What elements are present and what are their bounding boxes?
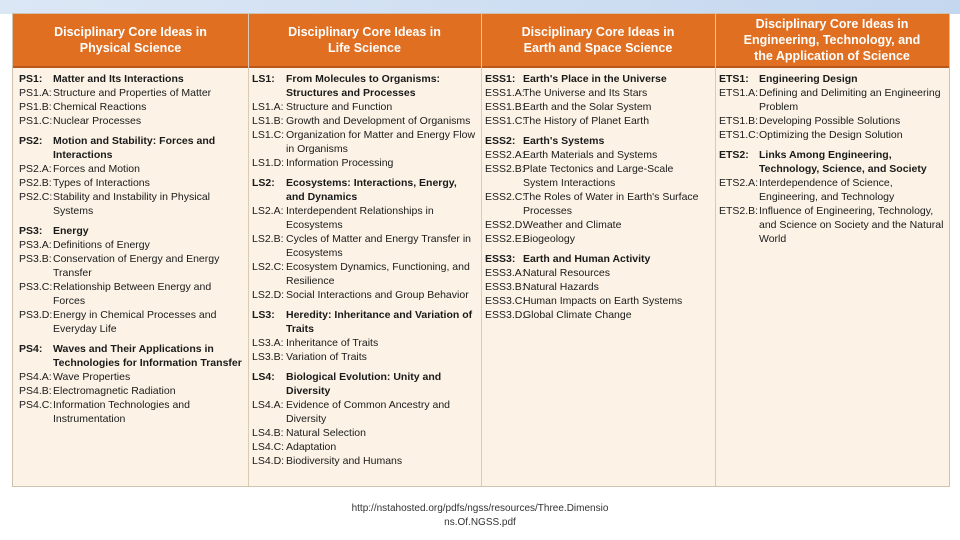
item-code: ESS2.C: <box>485 191 526 203</box>
group-title <box>19 72 245 86</box>
item-text: Variation of Traits <box>286 351 367 363</box>
column-physical-science <box>19 72 245 432</box>
dci-item <box>485 114 711 128</box>
dci-group <box>252 176 478 302</box>
item-code: ESS2.B: <box>485 163 525 175</box>
item-code: LS1.D: <box>252 157 285 169</box>
group-title-text: Heredity: Inheritance and Variation of Traits <box>286 309 473 335</box>
item-text: Growth and Development of Organisms <box>286 115 471 127</box>
item-code: PS4.C: <box>19 399 53 411</box>
item-code: PS3.D: <box>19 309 53 321</box>
item-text: Chemical Reactions <box>53 101 147 113</box>
item-text: Information Technologies and Instrumentation <box>53 399 190 425</box>
item-code: PS4.A: <box>19 371 52 383</box>
dci-group <box>252 308 478 364</box>
item-text: Energy in Chemical Processes and Everyday Life <box>53 309 217 335</box>
item-text: Natural Hazards <box>523 281 599 293</box>
group-code: LS1: <box>252 73 275 85</box>
dci-item <box>19 114 245 128</box>
group-title-text: Earth's Place in the Universe <box>523 73 667 85</box>
item-code: PS2.B: <box>19 177 52 189</box>
item-code: LS4.C: <box>252 441 285 453</box>
group-title <box>19 224 245 238</box>
item-code: LS1.B: <box>252 115 284 127</box>
item-text: Interdependent Relationships in Ecosystems <box>286 205 434 231</box>
group-title-text: Earth's Systems <box>523 135 605 147</box>
group-code: ESS3: <box>485 253 516 265</box>
item-text: Structure and Properties of Matter <box>53 87 212 99</box>
item-text: Biogeology <box>523 233 575 245</box>
item-text: Earth and the Solar System <box>523 101 652 113</box>
dci-item <box>252 454 478 468</box>
group-title-text: Motion and Stability: Forces and Interactions <box>53 135 216 161</box>
item-code: PS1.C: <box>19 115 53 127</box>
dci-item <box>19 100 245 114</box>
top-decorative-band <box>0 0 960 14</box>
item-code: LS4.D: <box>252 455 285 467</box>
dci-group <box>19 134 245 218</box>
item-code: ESS2.A: <box>485 149 525 161</box>
item-text: Conservation of Energy and Energy Transfer <box>53 253 220 279</box>
dci-group <box>19 72 245 128</box>
dci-item <box>485 280 711 294</box>
item-text: Nuclear Processes <box>53 115 142 127</box>
item-code: ETS2.A: <box>719 177 759 189</box>
column-header-text: Disciplinary Core Ideas in Life Science <box>288 25 441 55</box>
item-code: LS4.A: <box>252 399 284 411</box>
source-caption <box>0 502 960 530</box>
item-code: ETS2.B: <box>719 205 759 217</box>
dci-item <box>252 426 478 440</box>
group-title-text: Earth and Human Activity <box>523 253 651 265</box>
item-text: Wave Properties <box>53 371 131 383</box>
dci-item <box>19 384 245 398</box>
column-divider <box>481 14 482 486</box>
item-text: Evidence of Common Ancestry and Diversity <box>286 399 451 425</box>
item-text: Adaptation <box>286 441 337 453</box>
group-title <box>19 342 245 370</box>
item-text: Stability and Instability in Physical Systems <box>53 191 210 217</box>
dci-item <box>252 336 478 350</box>
item-code: LS1.C: <box>252 129 285 141</box>
dci-item <box>485 294 711 308</box>
item-text: Developing Possible Solutions <box>759 115 901 127</box>
dci-item <box>252 128 478 156</box>
dci-item <box>485 232 711 246</box>
item-code: LS3.A: <box>252 337 284 349</box>
column-header-life-science <box>248 14 481 66</box>
column-life-science <box>252 72 478 474</box>
dci-item <box>485 162 711 190</box>
group-title-text: Engineering Design <box>759 73 858 85</box>
item-text: The History of Planet Earth <box>523 115 650 127</box>
group-title <box>252 370 478 398</box>
item-text: Weather and Climate <box>523 219 622 231</box>
item-code: ESS3.A: <box>485 267 525 279</box>
group-title-text: Ecosystems: Interactions, Energy, and Dynamics <box>286 177 457 203</box>
dci-item <box>252 114 478 128</box>
group-title <box>719 148 945 176</box>
dci-item <box>19 238 245 252</box>
item-code: ESS3.C: <box>485 295 526 307</box>
group-code: PS2: <box>19 135 43 147</box>
dci-item <box>252 100 478 114</box>
group-title <box>485 72 711 86</box>
dci-group <box>485 72 711 128</box>
group-title <box>252 308 478 336</box>
dci-item <box>252 232 478 260</box>
item-code: ESS3.B: <box>485 281 525 293</box>
group-code: ESS2: <box>485 135 516 147</box>
item-code: ESS1.B: <box>485 101 525 113</box>
dci-item <box>719 114 945 128</box>
item-code: LS2.D: <box>252 289 285 301</box>
dci-group <box>719 148 945 246</box>
dci-item <box>252 398 478 426</box>
dci-item <box>252 204 478 232</box>
item-text: Natural Selection <box>286 427 366 439</box>
group-code: ESS1: <box>485 73 516 85</box>
item-code: ESS3.D: <box>485 309 526 321</box>
item-code: PS3.A: <box>19 239 52 251</box>
dci-item <box>252 440 478 454</box>
item-code: PS1.B: <box>19 101 52 113</box>
group-title <box>252 176 478 204</box>
dci-group <box>19 342 245 426</box>
item-code: PS2.A: <box>19 163 52 175</box>
group-title <box>485 252 711 266</box>
column-header-earth-space-science <box>481 14 715 66</box>
dci-item <box>19 280 245 308</box>
dci-item <box>485 190 711 218</box>
item-code: ESS2.E: <box>485 233 525 245</box>
column-header-text: Disciplinary Core Ideas in Physical Science <box>54 25 207 55</box>
item-text: The Universe and Its Stars <box>523 87 648 99</box>
item-text: Optimizing the Design Solution <box>759 129 903 141</box>
caption-line-2: ns.Of.NGSS.pdf <box>444 517 516 528</box>
group-title <box>19 134 245 162</box>
item-text: Ecosystem Dynamics, Functioning, and Resilience <box>286 261 470 287</box>
group-code: PS1: <box>19 73 43 85</box>
dci-item <box>719 176 945 204</box>
group-title-text: Links Among Engineering, Technology, Science, and Society <box>759 149 927 175</box>
item-code: PS3.C: <box>19 281 53 293</box>
dci-item <box>485 308 711 322</box>
item-code: ETS1.A: <box>719 87 759 99</box>
item-code: ESS1.C: <box>485 115 526 127</box>
group-code: LS2: <box>252 177 275 189</box>
item-text: The Roles of Water in Earth's Surface Processes <box>523 191 699 217</box>
item-text: Natural Resources <box>523 267 610 279</box>
item-text: Cycles of Matter and Energy Transfer in Ecosystems <box>286 233 471 259</box>
dci-group <box>485 252 711 322</box>
dci-item <box>252 260 478 288</box>
column-divider <box>715 14 716 486</box>
dci-item <box>485 100 711 114</box>
dci-group <box>485 134 711 246</box>
item-code: LS3.B: <box>252 351 284 363</box>
item-text: Forces and Motion <box>53 163 140 175</box>
item-code: LS2.B: <box>252 233 284 245</box>
group-code: LS4: <box>252 371 275 383</box>
dci-item <box>19 370 245 384</box>
group-title <box>485 134 711 148</box>
dci-item <box>485 86 711 100</box>
dci-group <box>252 72 478 170</box>
dci-group <box>719 72 945 142</box>
caption-line-1: http://nstahosted.org/pdfs/ngss/resources/Three.Dimensio <box>351 503 609 514</box>
item-text: Electromagnetic Radiation <box>53 385 176 397</box>
column-header-physical-science <box>13 14 248 66</box>
dci-item <box>719 128 945 142</box>
column-divider <box>248 14 249 486</box>
dci-item <box>485 218 711 232</box>
item-text: Global Climate Change <box>523 309 632 321</box>
group-code: LS3: <box>252 309 275 321</box>
dci-item <box>19 252 245 280</box>
group-code: PS4: <box>19 343 43 355</box>
column-header-engineering <box>715 14 949 66</box>
dci-item <box>485 266 711 280</box>
item-code: PS1.A: <box>19 87 52 99</box>
dci-item <box>252 288 478 302</box>
column-engineering <box>719 72 945 252</box>
column-earth-space-science <box>485 72 711 328</box>
item-text: Types of Interactions <box>53 177 150 189</box>
item-code: PS2.C: <box>19 191 53 203</box>
item-code: LS2.C: <box>252 261 285 273</box>
item-text: Information Processing <box>286 157 394 169</box>
column-header-text: Disciplinary Core Ideas in Engineering, Technology, and the Application of Science <box>743 17 921 63</box>
group-title-text: Matter and Its Interactions <box>53 73 184 85</box>
item-text: Definitions of Energy <box>53 239 150 251</box>
dci-group <box>252 370 478 468</box>
item-text: Organization for Matter and Energy Flow in Organisms <box>286 129 476 155</box>
item-text: Interdependence of Science, Engineering, and Technology <box>759 177 895 203</box>
dci-item <box>252 156 478 170</box>
group-title-text: Biological Evolution: Unity and Diversity <box>286 371 442 397</box>
dci-item <box>19 86 245 100</box>
group-title-text: Waves and Their Applications in Technologies for Information Transfer <box>53 343 242 369</box>
item-code: ETS1.C: <box>719 129 759 141</box>
item-text: Influence of Engineering, Technology, and Science on Society and the Natural World <box>759 205 944 245</box>
group-title-text: From Molecules to Organisms: Structures and Processes <box>286 73 441 99</box>
column-header-text: Disciplinary Core Ideas in Earth and Space Science <box>521 25 675 55</box>
group-title-text: Energy <box>53 225 89 237</box>
dci-item <box>19 190 245 218</box>
item-text: Plate Tectonics and Large-Scale System Interactions <box>523 163 674 189</box>
dci-item <box>252 350 478 364</box>
group-code: ETS2: <box>719 149 749 161</box>
item-text: Human Impacts on Earth Systems <box>523 295 683 307</box>
item-text: Relationship Between Energy and Forces <box>53 281 212 307</box>
item-text: Defining and Delimiting an Engineering Problem <box>759 87 941 113</box>
dci-item <box>719 204 945 246</box>
dci-item <box>19 176 245 190</box>
item-code: PS4.B: <box>19 385 52 397</box>
group-code: ETS1: <box>719 73 749 85</box>
item-code: PS3.B: <box>19 253 52 265</box>
item-text: Biodiversity and Humans <box>286 455 403 467</box>
dci-table <box>12 13 950 487</box>
dci-item <box>19 398 245 426</box>
item-code: ETS1.B: <box>719 115 759 127</box>
item-text: Earth Materials and Systems <box>523 149 658 161</box>
dci-group <box>19 224 245 336</box>
dci-item <box>19 162 245 176</box>
item-code: LS4.B: <box>252 427 284 439</box>
group-title <box>252 72 478 100</box>
group-title <box>719 72 945 86</box>
item-code: LS2.A: <box>252 205 284 217</box>
item-text: Inheritance of Traits <box>286 337 379 349</box>
dci-item <box>19 308 245 336</box>
item-code: ESS1.A: <box>485 87 525 99</box>
dci-item <box>485 148 711 162</box>
item-text: Social Interactions and Group Behavior <box>286 289 469 301</box>
dci-item <box>719 86 945 114</box>
item-text: Structure and Function <box>286 101 393 113</box>
group-code: PS3: <box>19 225 43 237</box>
item-code: LS1.A: <box>252 101 284 113</box>
item-code: ESS2.D: <box>485 219 526 231</box>
